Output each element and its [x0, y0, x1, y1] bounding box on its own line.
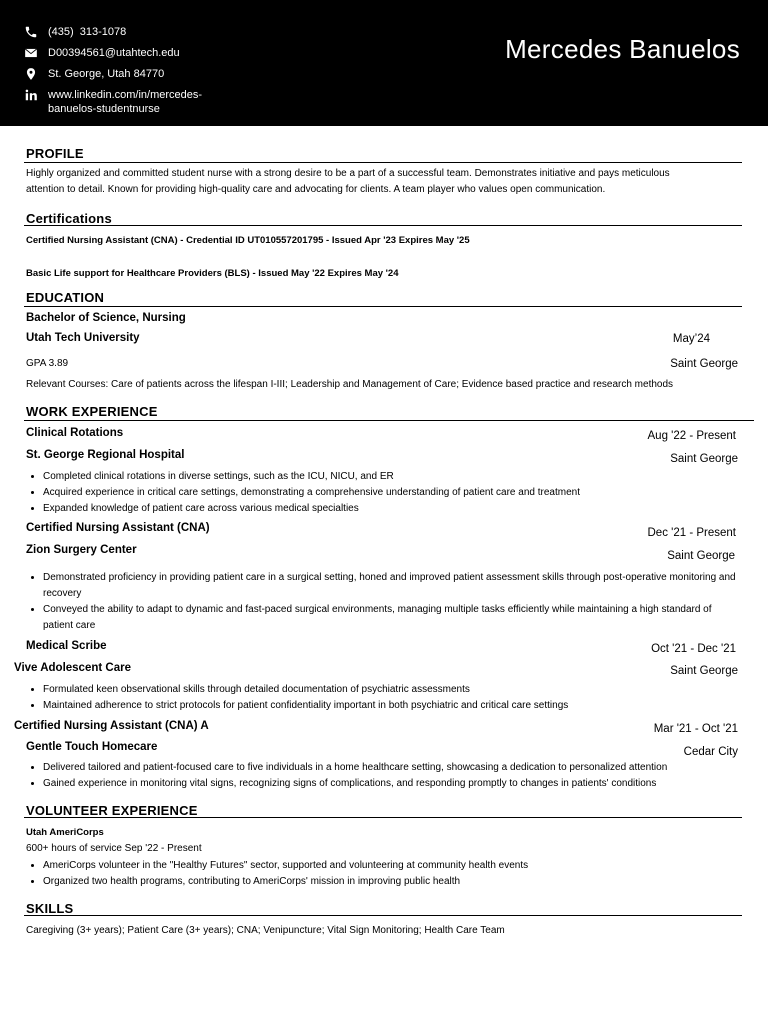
list-item: • AmeriCorps volunteer in the "Healthy Futures" sector, supported and volunteering at community health events: [43, 858, 743, 874]
job-bullets: [26, 682, 743, 714]
job-location: Saint George: [670, 665, 738, 677]
phone-text: (435) 313-1078: [48, 26, 127, 38]
job-dates: Aug '22 - Present: [647, 430, 736, 442]
skills-rule: [24, 915, 742, 916]
education-degree: Bachelor of Science, Nursing: [26, 312, 186, 324]
contact-location: [24, 67, 164, 81]
skills-heading: SKILLS: [26, 901, 74, 916]
education-heading: EDUCATION: [26, 290, 105, 305]
list-item: • Formulated keen observational skills through detailed documentation of psychiatric assessments: [43, 682, 743, 698]
list-item: • Conveyed the ability to adapt to dynamic and fast-paced surgical environments, managing multiple tasks efficiently while maintaining a high standard of patient care: [43, 602, 743, 634]
work-rule: [24, 420, 754, 421]
certification-item: Certified Nursing Assistant (CNA) - Credential ID UT010557201795 - Issued Apr '23 Expires May '25: [26, 235, 470, 246]
certifications-heading: Certifications: [26, 211, 112, 226]
skills-text: Caregiving (3+ years); Patient Care (3+ years); CNA; Venipuncture; Vital Sign Monitoring; Health Care Team: [26, 925, 505, 936]
envelope-icon: [24, 46, 38, 60]
job-location: Saint George: [667, 550, 735, 562]
list-item: • Gained experience in monitoring vital signs, recognizing signs of complications, and responding promptly to changes in patients' conditions: [43, 776, 768, 792]
work-heading: WORK EXPERIENCE: [26, 404, 158, 419]
education-courses: Relevant Courses: Care of patients across the lifespan I-III; Leadership and Management of Care; Evidence based practice and research methods: [26, 379, 674, 390]
job-location: Saint George: [670, 453, 738, 465]
job-dates: Oct '21 - Dec '21: [651, 643, 736, 655]
job-role: Certified Nursing Assistant (CNA) A: [14, 720, 209, 732]
job-role: Certified Nursing Assistant (CNA): [26, 522, 210, 534]
volunteer-hours: 600+ hours of service Sep '22 - Present: [26, 843, 202, 854]
resume-header: [0, 0, 768, 126]
job-bullets: [26, 760, 768, 792]
education-school: Utah Tech University: [26, 332, 140, 344]
volunteer-heading: VOLUNTEER EXPERIENCE: [26, 803, 198, 818]
job-org: St. George Regional Hospital: [26, 449, 185, 461]
list-item: • Maintained adherence to strict protocols for patient confidentiality important in both psychiatric and critical care settings: [43, 698, 743, 714]
volunteer-bullets: [26, 858, 743, 890]
list-item: • Completed clinical rotations in diverse settings, such as the ICU, NICU, and ER: [43, 469, 743, 485]
volunteer-rule: [24, 817, 742, 818]
profile-rule: [24, 162, 742, 163]
education-date: May’24: [672, 333, 710, 345]
phone-icon: [24, 25, 38, 39]
linkedin-link[interactable]: www.linkedin.com/in/mercedes-: [48, 89, 203, 101]
list-item: • Expanded knowledge of patient care across various medical specialties: [43, 501, 743, 517]
education-rule: [24, 306, 742, 307]
job-org: Gentle Touch Homecare: [26, 741, 158, 753]
map-pin-icon: [24, 67, 38, 81]
education-gpa: GPA 3.89: [26, 358, 69, 369]
job-dates: Dec '21 - Present: [647, 527, 736, 539]
contact-linkedin: [24, 88, 202, 116]
location-text: St. George, Utah 84770: [48, 68, 165, 80]
contact-phone: [24, 25, 126, 39]
list-item: • Delivered tailored and patient-focused care to five individuals in a home healthcare setting, showcasing a dedication to personalized attention: [43, 760, 768, 776]
education-location: Saint George: [670, 358, 738, 370]
job-role: Clinical Rotations: [26, 427, 124, 439]
volunteer-org: Utah AmeriCorps: [26, 827, 104, 838]
contact-email: [24, 46, 180, 60]
linkedin-icon: [24, 88, 38, 102]
job-dates: Mar '21 - Oct '21: [653, 723, 738, 735]
list-item: • Demonstrated proficiency in providing patient care in a surgical setting, honed and improved patient assessment skills through post-operative monitoring and recovery: [43, 570, 743, 602]
certification-item: Basic Life support for Healthcare Providers (BLS) - Issued May '22 Expires May '24: [26, 268, 399, 279]
job-location: Cedar City: [683, 746, 738, 758]
job-org: Zion Surgery Center: [26, 544, 137, 556]
list-item: • Acquired experience in critical care settings, demonstrating a comprehensive understanding of patient care and treatment: [43, 485, 743, 501]
linkedin-link-cont[interactable]: banuelos-studentnurse: [48, 103, 160, 115]
profile-heading: PROFILE: [26, 146, 84, 161]
certifications-rule: [24, 225, 742, 226]
profile-line-1: Highly organized and committed student nurse with a strong desire to be a part of a successful team. Demonstrates initiative and pays meticulous: [26, 168, 670, 179]
profile-line-2: attention to detail. Known for providing high-quality care and advocating for clients. A team player who values open communication.: [26, 184, 606, 195]
candidate-name: Mercedes Banuelos: [505, 34, 740, 64]
job-bullets: [26, 570, 743, 634]
email-text: D00394561@utahtech.edu: [48, 47, 180, 59]
job-org: Vive Adolescent Care: [14, 662, 131, 674]
list-item: • Organized two health programs, contributing to AmeriCorps' mission in improving public health: [43, 874, 743, 890]
job-role: Medical Scribe: [26, 640, 107, 652]
job-bullets: [26, 469, 743, 517]
